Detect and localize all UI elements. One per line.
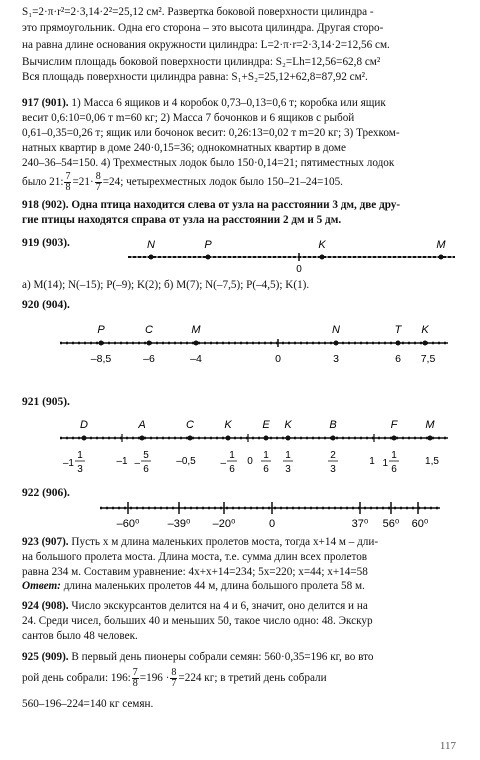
problem-924-line-2: 24. Среди чисел, больших 40 и меньших 50, такое число одно: 48. Экскур: [22, 615, 373, 627]
fraction-numerator: 1: [285, 450, 291, 461]
tick-label: –8,5: [90, 353, 112, 365]
point-label-e: E: [262, 419, 270, 431]
fraction-numerator: 2: [330, 450, 336, 461]
fraction-numerator: 1: [391, 450, 397, 461]
problem-917-text-6b: =21·: [72, 176, 94, 188]
fraction-denominator: 7: [171, 677, 177, 689]
cylinder-area-line-5: Вся площадь поверхности цилиндра равна: S₁+S₂=25,12+62,8=87,92 см².: [22, 71, 368, 83]
fraction-sign: –: [134, 458, 140, 469]
problem-925-text-2b: =196 ·: [139, 672, 170, 684]
mixed-whole: –1: [62, 458, 74, 469]
fraction-denominator: 3: [330, 464, 336, 475]
tick-label: 56⁰: [382, 518, 400, 530]
point-label-m: M: [436, 239, 446, 251]
tick-label: 3: [333, 353, 339, 365]
cylinder-area-line-1: S₁=2·π·r²=2·3,14·2²=25,12 см². Развертка боковой поверхности цилиндра -: [22, 6, 374, 18]
fraction-denominator: 6: [263, 464, 269, 475]
problem-923-answer-text: длина маленьких пролетов 44 м, длина большого пролета 58 м.: [63, 580, 365, 592]
fraction-denominator: 8: [65, 181, 71, 193]
problem-917-line-1: [22, 97, 462, 110]
tick-label: 7,5: [420, 353, 436, 365]
problem-918-line-2: гие птицы находятся справа от узла на расстоянии 2 дм и 5 дм.: [22, 214, 342, 226]
fraction-numerator: 7: [65, 171, 71, 182]
problem-923-text-1: Пусть х м длина маленьких пролетов моста, тогда х+14 м – дли-: [71, 536, 379, 548]
problem-920-number-line: [0, 316, 480, 376]
fraction-numerator: 1: [263, 450, 269, 461]
fraction-denominator: 3: [285, 464, 291, 475]
point-label-p: P: [204, 239, 212, 251]
problem-921-number: 921 (905).: [22, 396, 70, 408]
problem-919-number: 919 (903).: [22, 237, 70, 249]
fraction-denominator: 8: [132, 677, 138, 689]
tick-label: –0,5: [176, 456, 196, 467]
fraction: [170, 668, 177, 689]
problem-923-number: 923 (907).: [22, 536, 69, 548]
problem-925-number: 925 (909).: [22, 651, 69, 663]
fraction-denominator: 6: [391, 464, 397, 475]
fraction-denominator: 7: [95, 181, 101, 193]
fraction-numerator: 1: [77, 450, 83, 461]
problem-917-text-1: 1) Масса 6 ящиков и 4 коробок 0,73–0,13=0,6 т; коробка или ящик: [71, 97, 386, 109]
fraction: [64, 172, 71, 193]
problem-918-number: 918 (902).: [22, 199, 69, 211]
problem-925-line-2: [22, 666, 462, 690]
problem-917-text-6a: было 21:: [22, 176, 64, 188]
problem-924-number: 924 (908).: [22, 600, 69, 612]
fraction-denominator: 3: [77, 464, 83, 475]
problem-917-line-5: 240–36–54=150. 4) Трехместных лодок было 150·0,14=21; пятиместных лодок: [22, 157, 395, 169]
point-label-m: M: [425, 419, 435, 431]
problem-917-line-3: 0,61–0,35=0,26 т; ящик или бочонок весит: 0,26:13=0,02 т m=20 кг; 3) Трехком-: [22, 127, 400, 139]
tick-label: –20⁰: [212, 518, 236, 530]
tick-label: –1: [116, 456, 128, 467]
page-number: 117: [439, 740, 456, 752]
point-label-p: P: [97, 324, 105, 336]
answer-label: Ответ:: [22, 580, 61, 592]
fraction-numerator: 8: [171, 666, 177, 678]
problem-925-text-2c: =224 кг; в третий день собрали: [178, 672, 327, 684]
point-label-n: N: [332, 324, 340, 336]
point-label-t: T: [394, 324, 402, 336]
problem-919-answer: а) M(14); N(–15); P(–9); K(2); б) M(7); N(–7,5); P(–4,5); K(1).: [22, 279, 310, 291]
problem-924-text-1: Число экскурсантов делится на 4 и 6, значит, оно делится и на: [71, 600, 368, 612]
fraction-numerator: 1: [229, 450, 235, 461]
problem-922-number: 922 (906).: [22, 487, 70, 499]
problem-917-line-6: [22, 171, 462, 193]
problem-923-line-1: [22, 536, 462, 549]
problem-925-line-1: [22, 651, 462, 664]
problem-924-line-1: [22, 600, 462, 613]
fraction-numerator: 5: [143, 450, 149, 461]
cylinder-area-line-2: это прямоугольник. Одна его сторона – это высота цилиндра. Другая сторо-: [22, 22, 384, 34]
problem-925-line-3: 560–196–224=140 кг семян.: [22, 698, 154, 710]
tick-label: –4: [190, 353, 202, 365]
problem-922-number-line: [0, 496, 480, 532]
fraction: [132, 668, 139, 689]
tick-label: 60⁰: [411, 518, 429, 530]
point-label-d: D: [80, 419, 88, 431]
fraction-sign: –: [220, 458, 226, 469]
tick-label: 0: [247, 456, 253, 467]
tick-label: 1: [369, 456, 375, 467]
point-label-c: C: [145, 324, 153, 336]
fraction-numerator: 7: [132, 666, 138, 678]
problem-917-line-2: весит 0,6:10=0,06 т m=60 кг; 2) Масса 7 бочонков и 6 ящиков с рыбой: [22, 112, 355, 124]
point-label-f: F: [390, 419, 398, 431]
point-label-k: K: [284, 419, 292, 431]
point-label-k: K: [318, 239, 326, 251]
tick-label: 6: [395, 353, 401, 365]
problem-923-line-4: [22, 580, 462, 593]
zero-label: 0: [296, 264, 302, 274]
point-label-a: A: [138, 419, 146, 431]
point-label-m: M: [191, 324, 201, 336]
point-label-n: N: [147, 239, 155, 251]
tick-label: –39⁰: [167, 518, 191, 530]
problem-919-number-line: [0, 234, 480, 274]
fraction: [95, 172, 102, 193]
point-label-c: C: [186, 419, 194, 431]
tick-label: 0: [268, 518, 276, 530]
problem-920-number: 920 (904).: [22, 299, 70, 311]
cylinder-area-line-4: Вычислим площадь боковой поверхности цилиндра: S₂=Lh=12,56=62,8 см²: [22, 56, 381, 68]
point-label-k: K: [421, 324, 429, 336]
point-label-k: K: [224, 419, 232, 431]
tick-label: –60⁰: [116, 518, 140, 530]
problem-924-line-3: сантов было 48 человек.: [22, 630, 138, 642]
fraction-denominator: 6: [229, 464, 235, 475]
cylinder-area-line-3: на равна длине основания окружности цилиндра: L=2·π·r=2·3,14·2=12,56 см.: [22, 39, 390, 51]
tick-label: 37⁰: [351, 518, 369, 530]
problem-925-text-1: В первый день пионеры собрали семян: 560·0,35=196 кг, во вто: [71, 651, 374, 663]
problem-923-line-2: на большого пролета моста. Длина моста, т.е. сумма длин всех пролетов: [22, 551, 368, 563]
tick-label: 1,5: [425, 456, 439, 467]
fraction-denominator: 6: [143, 464, 149, 475]
tick-label: –6: [143, 353, 155, 365]
fraction-numerator: 8: [95, 171, 101, 182]
problem-925-text-2a: рой день собрали: 196:: [22, 672, 131, 684]
problem-921-number-line: [0, 412, 480, 492]
tick-label: 0: [275, 353, 281, 365]
point-label-b: B: [329, 419, 337, 431]
mixed-whole: 1: [382, 458, 388, 469]
problem-917-line-4: натных квартир в доме 240·0,15=36; однокомнатных квартир в доме: [22, 142, 346, 154]
problem-917-number: 917 (901).: [22, 97, 69, 109]
problem-918-text-1: Одна птица находится слева от узла на расстоянии 3 дм, две дру-: [71, 199, 401, 211]
problem-918-line-1: [22, 199, 462, 212]
problem-917-text-6c: =24; четырехместных лодок было 150–21–24=105.: [102, 176, 343, 188]
problem-923-line-3: равна 234 м. Составим уравнение: 4х+х+14=234; 5х=220; х=44; х+14=58: [22, 566, 368, 578]
